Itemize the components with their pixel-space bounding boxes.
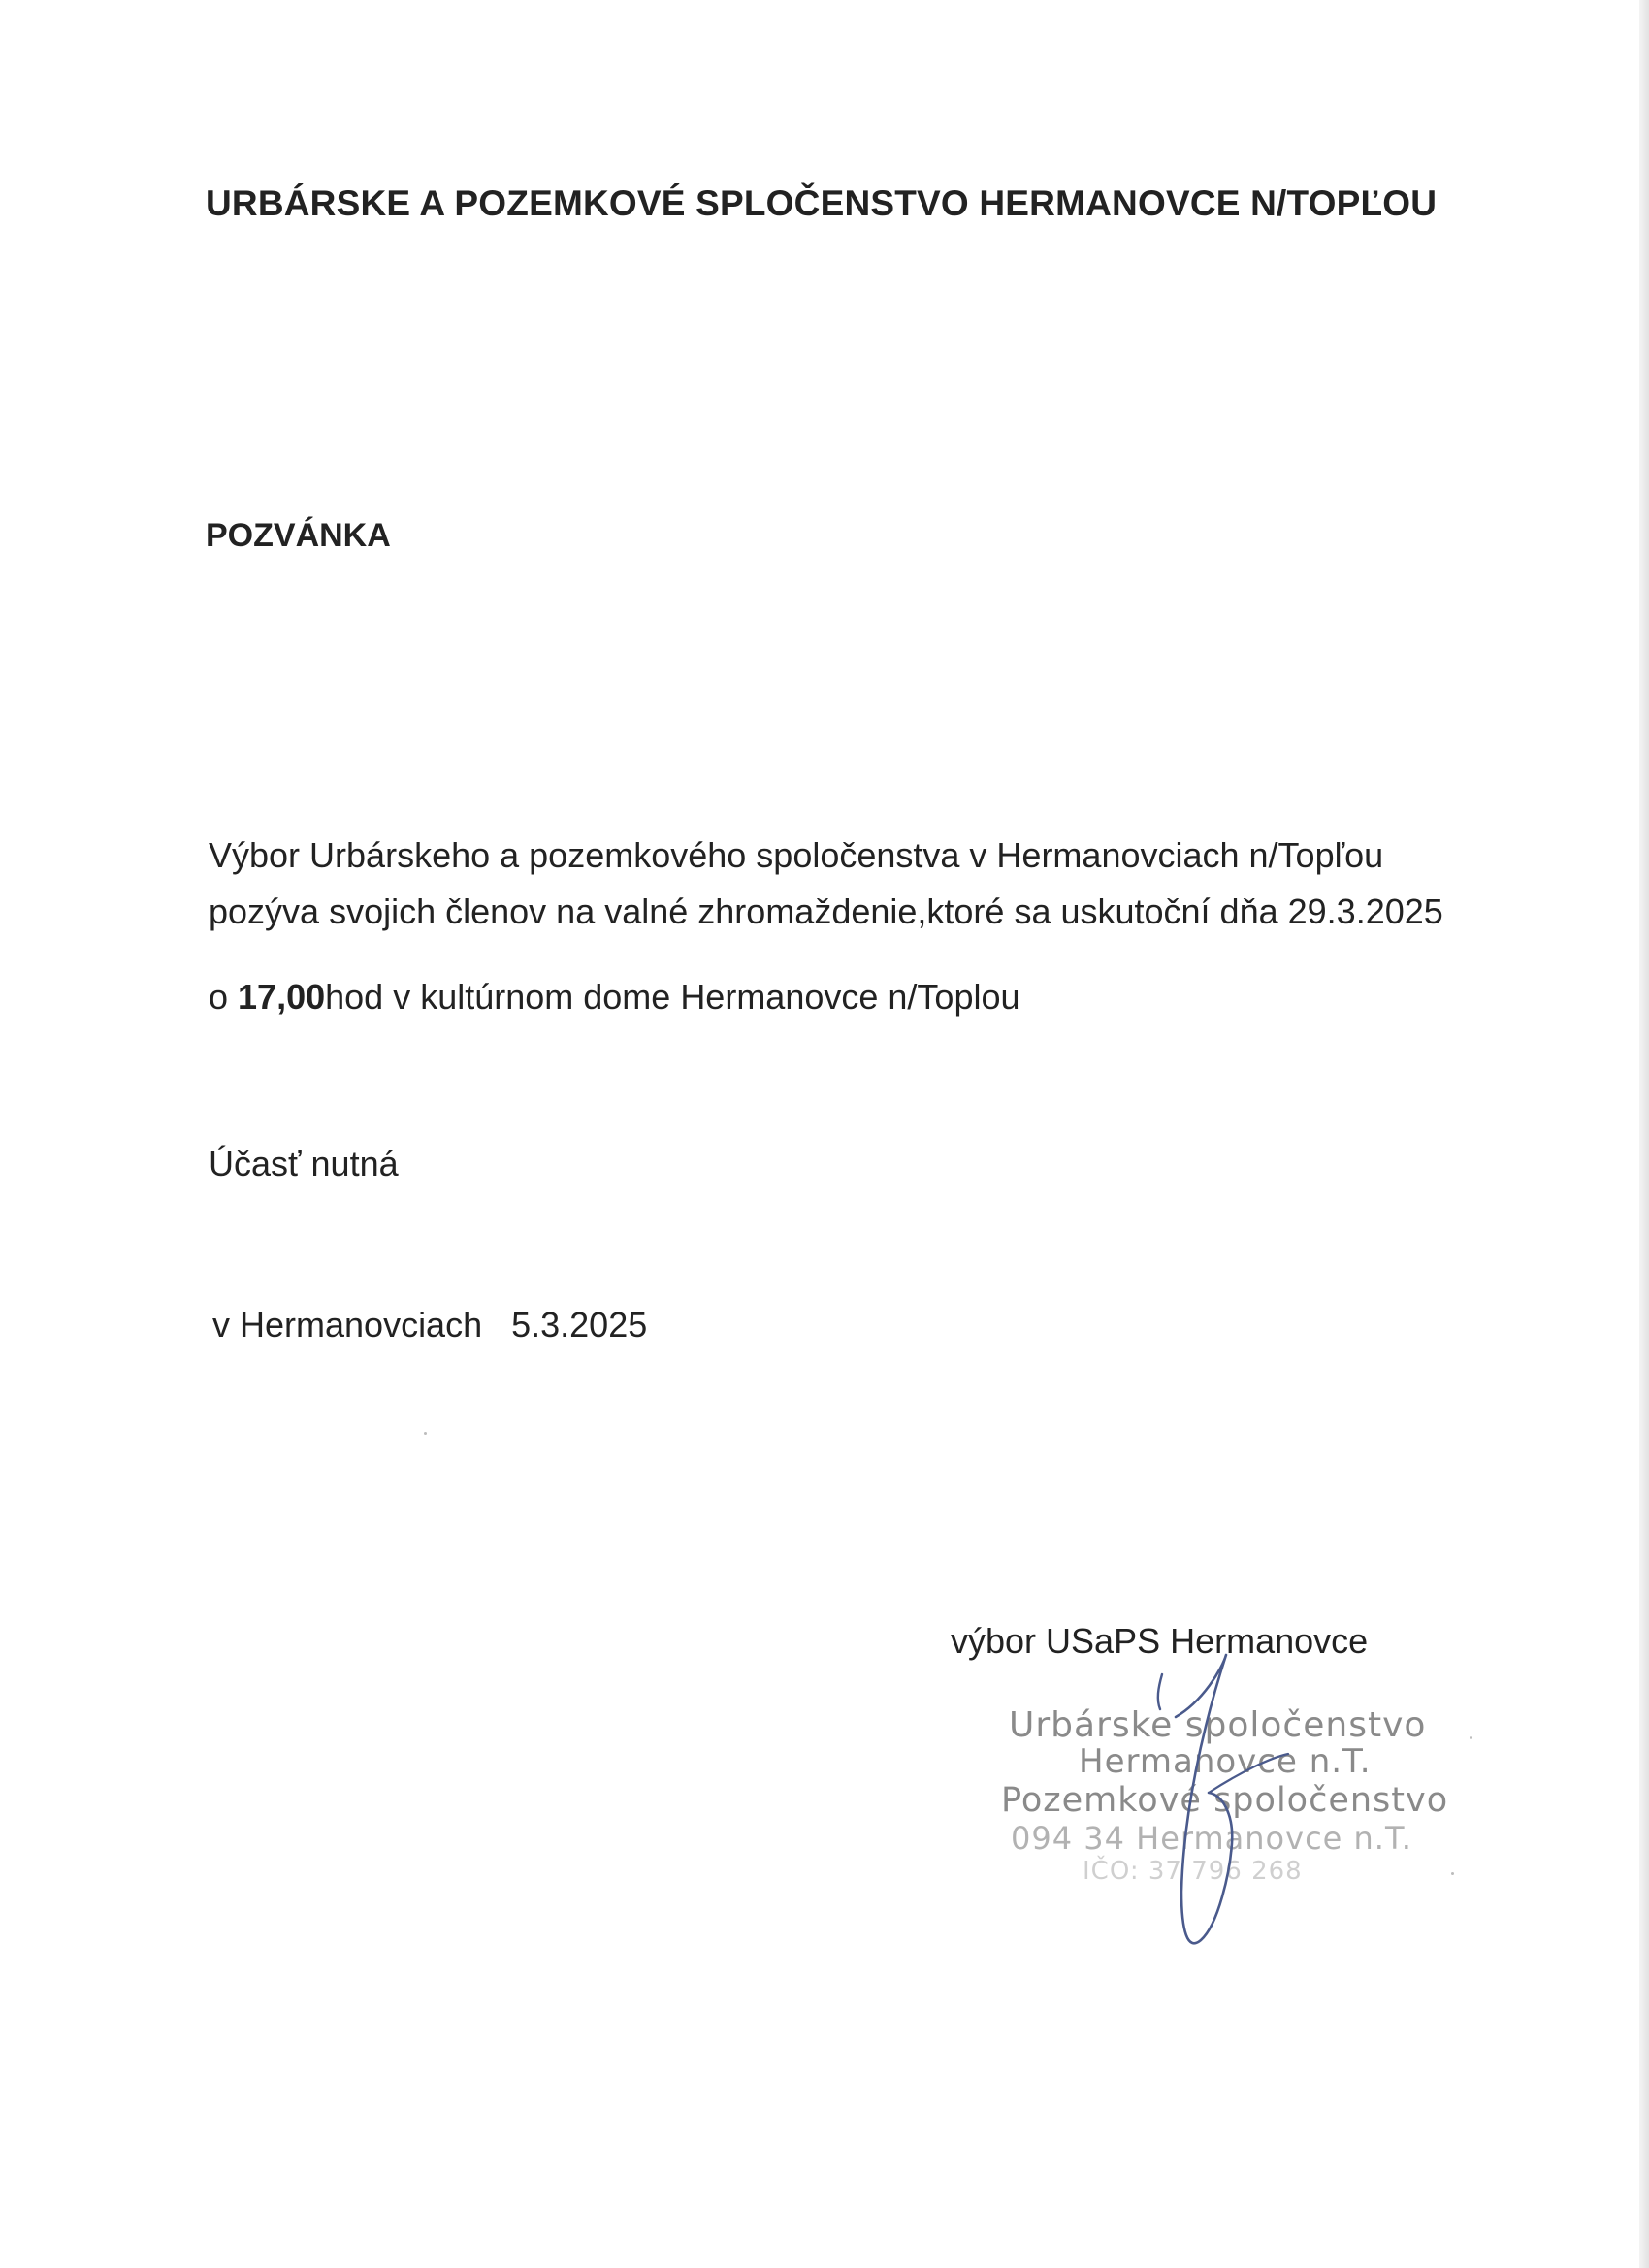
- scan-speck: [1470, 1736, 1472, 1739]
- scan-speck: [1451, 1872, 1454, 1875]
- document-title: POZVÁNKA: [206, 517, 391, 554]
- organization-stamp: [989, 1669, 1494, 1960]
- stamp-line-5: IČO: 37 796 268: [1083, 1857, 1303, 1886]
- scan-speck: [424, 1432, 427, 1435]
- attendance-note: Účasť nutná: [209, 1144, 399, 1183]
- stamp-line-1: Urbárske spoločenstvo: [1009, 1705, 1427, 1745]
- stamp-line-2: Hermanovce n.T.: [1079, 1742, 1372, 1781]
- invitation-line-1: Výbor Urbárskeho a pozemkového spoločenstva v Hermanovciach n/Topľou: [209, 835, 1384, 875]
- time-prefix: o: [209, 977, 239, 1017]
- signatory: výbor USaPS Hermanovce: [951, 1621, 1369, 1661]
- place-and-date: v Hermanovciach 5.3.2025: [212, 1305, 648, 1345]
- meeting-location: hod v kultúrnom dome Hermanovce n/Toplou: [325, 977, 1020, 1017]
- meeting-time: 17,00: [238, 977, 326, 1017]
- invitation-line-2: pozýva svojich členov na valné zhromaždenie,ktoré sa uskutoční dňa 29.3.2025: [209, 891, 1443, 931]
- scan-edge-shadow: [1639, 0, 1649, 2268]
- stamp-line-3: Pozemkové spoločenstvo: [1001, 1781, 1449, 1820]
- organization-heading: URBÁRSKE A POZEMKOVÉ SPLOČENSTVO HERMANOVCE N/TOPĽOU: [206, 183, 1438, 223]
- stamp-line-4: 094 34 Hermanovce n.T.: [1011, 1820, 1412, 1857]
- meeting-time-line: [209, 976, 1020, 1019]
